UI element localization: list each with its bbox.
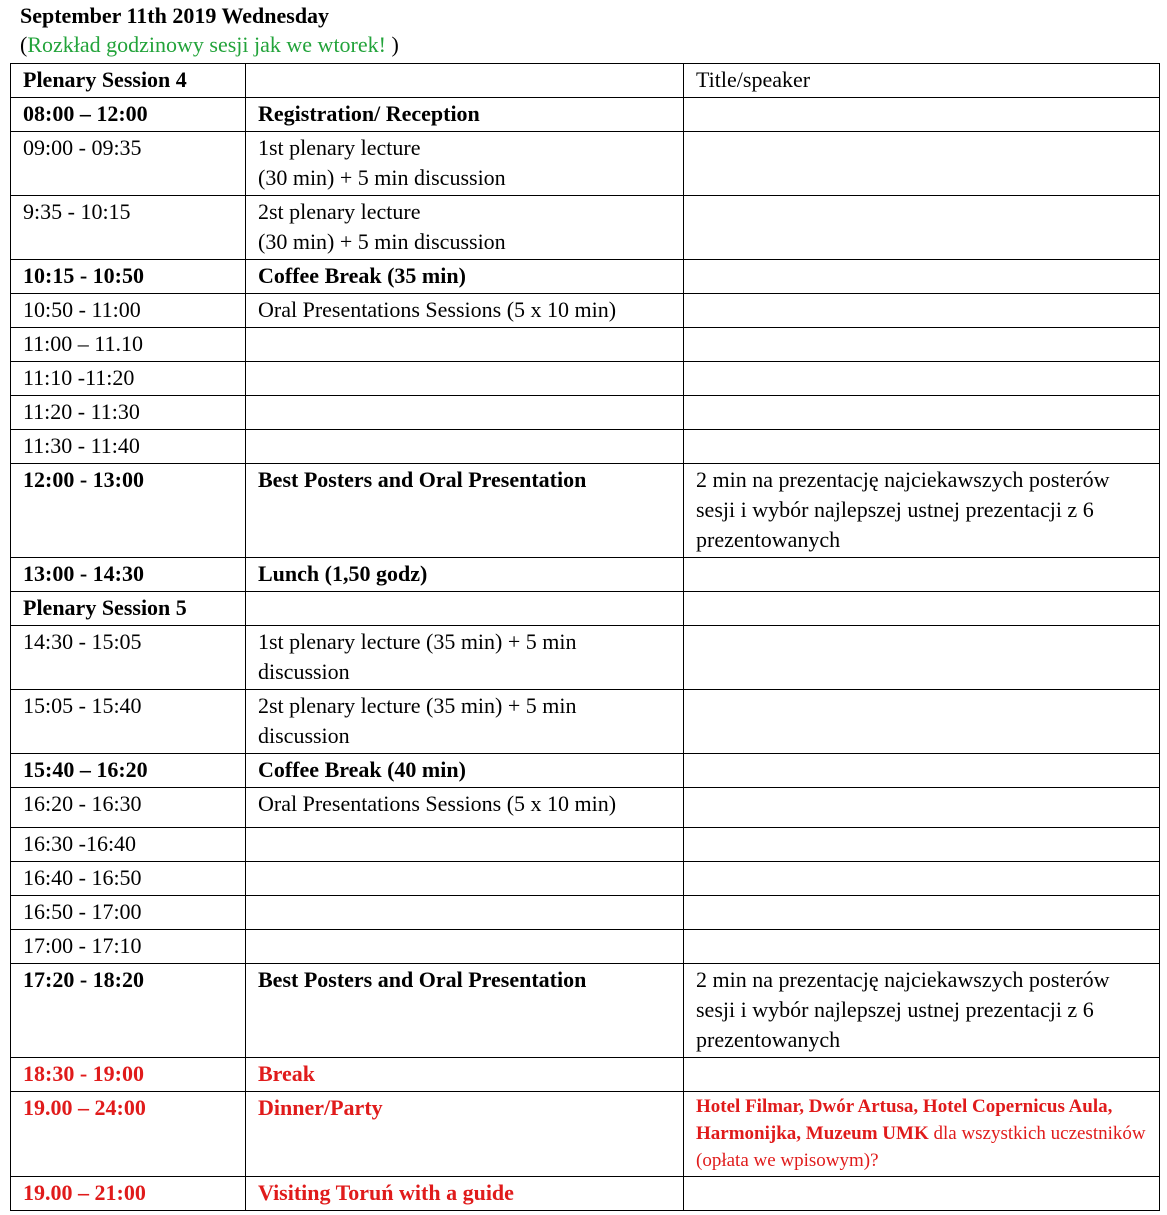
time-cell: 16:50 - 17:00 [11, 896, 246, 930]
event-cell: Oral Presentations Sessions (5 x 10 min) [246, 294, 684, 328]
note-cell [684, 196, 1160, 260]
time-cell: 11:10 -11:20 [11, 362, 246, 396]
time-cell: 19.00 – 21:00 [11, 1177, 246, 1211]
event-cell: Dinner/Party [246, 1092, 684, 1177]
time-cell: 15:40 – 16:20 [11, 754, 246, 788]
time-cell: 10:15 - 10:50 [11, 260, 246, 294]
table-row [11, 132, 1160, 196]
time-cell: 18:30 - 19:00 [11, 1058, 246, 1092]
event-cell: Coffee Break (40 min) [246, 754, 684, 788]
table-row [11, 328, 1160, 362]
note-cell [684, 260, 1160, 294]
event-cell [246, 64, 684, 98]
time-cell: 17:00 - 17:10 [11, 930, 246, 964]
event-cell: Visiting Toruń with a guide [246, 1177, 684, 1211]
note-cell [684, 1058, 1160, 1092]
note-cell [684, 430, 1160, 464]
note-cell [684, 828, 1160, 862]
event-cell [246, 828, 684, 862]
session-cell: Plenary Session 5 [11, 592, 246, 626]
schedule-note [20, 32, 399, 58]
event-cell: Best Posters and Oral Presentation [246, 964, 684, 1058]
note-cell [684, 592, 1160, 626]
dinner-note [696, 1093, 1147, 1174]
table-row [11, 260, 1160, 294]
note-cell [684, 930, 1160, 964]
table-row [11, 396, 1160, 430]
note-cell [684, 754, 1160, 788]
event-cell [246, 132, 684, 196]
schedule-table [10, 63, 1160, 1211]
time-cell: 11:00 – 11.10 [11, 328, 246, 362]
time-cell: 09:00 - 09:35 [11, 132, 246, 196]
time-cell: 19.00 – 24:00 [11, 1092, 246, 1177]
table-row [11, 964, 1160, 1058]
note-cell [684, 132, 1160, 196]
note-cell [684, 396, 1160, 430]
note-cell [684, 1177, 1160, 1211]
time-cell: 11:20 - 11:30 [11, 396, 246, 430]
page-title: September 11th 2019 Wednesday [20, 3, 330, 28]
time-cell: 15:05 - 15:40 [11, 690, 246, 754]
event-line: discussion [258, 659, 350, 684]
event-cell [246, 930, 684, 964]
time-cell: 12:00 - 13:00 [11, 464, 246, 558]
event-cell [246, 690, 684, 754]
event-line: (30 min) + 5 min discussion [258, 229, 506, 254]
event-cell [246, 196, 684, 260]
table-row [11, 896, 1160, 930]
table-row [11, 196, 1160, 260]
note-cell [684, 464, 1160, 558]
time-cell: 11:30 - 11:40 [11, 430, 246, 464]
session-cell: Plenary Session 4 [11, 64, 246, 98]
event-line: 2st plenary lecture [258, 199, 421, 224]
table-header-row [11, 64, 1160, 98]
table-row [11, 788, 1160, 828]
table-row [11, 754, 1160, 788]
table-row [11, 1092, 1160, 1177]
note-cell [684, 294, 1160, 328]
note-cell [684, 362, 1160, 396]
time-cell: 16:30 -16:40 [11, 828, 246, 862]
note-cell [684, 558, 1160, 592]
poster-note: 2 min na prezentację najciekawszych posterów sesji i wybór najlepszej ustnej prezentacji z 6 prezentowanych [696, 467, 1110, 552]
table-row [11, 430, 1160, 464]
note-open-paren: ( [20, 32, 28, 57]
event-cell: Coffee Break (35 min) [246, 260, 684, 294]
table-row [11, 930, 1160, 964]
time-cell: 17:20 - 18:20 [11, 964, 246, 1058]
event-cell [246, 396, 684, 430]
table-row [11, 362, 1160, 396]
event-line: 1st plenary lecture (35 min) + 5 min [258, 629, 577, 654]
event-cell: Registration/ Reception [246, 98, 684, 132]
title-speaker-header: Title/speaker [684, 64, 1160, 98]
time-cell: 08:00 – 12:00 [11, 98, 246, 132]
table-row [11, 98, 1160, 132]
note-cell [684, 964, 1160, 1058]
venue-list: Hotel Filmar, Dwór Artusa, Hotel Copernicus Aula, Harmonijka, Muzeum UMK [696, 1096, 1113, 1144]
table-row [11, 690, 1160, 754]
table-row [11, 1058, 1160, 1092]
time-cell: 13:00 - 14:30 [11, 558, 246, 592]
time-cell: 9:35 - 10:15 [11, 196, 246, 260]
table-row [11, 592, 1160, 626]
table-row [11, 294, 1160, 328]
table-row [11, 464, 1160, 558]
table-row [11, 828, 1160, 862]
time-cell: 16:40 - 16:50 [11, 862, 246, 896]
table-row [11, 862, 1160, 896]
event-line: discussion [258, 723, 350, 748]
venue-note: dla wszystkich uczestników (opłata we wpisowym)? [696, 1123, 1146, 1171]
event-cell [246, 328, 684, 362]
note-cell [684, 788, 1160, 828]
note-cell [684, 862, 1160, 896]
event-cell [246, 896, 684, 930]
note-cell [684, 896, 1160, 930]
event-line: (30 min) + 5 min discussion [258, 165, 506, 190]
table-row [11, 1177, 1160, 1211]
event-cell [246, 862, 684, 896]
note-text: Rozkład godzinowy sesji jak we wtorek! [27, 32, 392, 57]
note-cell [684, 1092, 1160, 1177]
event-cell [246, 362, 684, 396]
event-cell [246, 430, 684, 464]
note-cell [684, 98, 1160, 132]
poster-note: 2 min na prezentację najciekawszych posterów sesji i wybór najlepszej ustnej prezentacji z 6 prezentowanych [696, 967, 1110, 1052]
event-cell: Oral Presentations Sessions (5 x 10 min) [246, 788, 684, 828]
time-cell: 14:30 - 15:05 [11, 626, 246, 690]
note-cell [684, 626, 1160, 690]
event-line: 1st plenary lecture [258, 135, 421, 160]
note-close-paren: ) [391, 32, 399, 57]
event-line: 2st plenary lecture (35 min) + 5 min [258, 693, 577, 718]
note-cell [684, 690, 1160, 754]
time-cell: 10:50 - 11:00 [11, 294, 246, 328]
event-cell [246, 626, 684, 690]
event-cell: Lunch (1,50 godz) [246, 558, 684, 592]
table-row [11, 558, 1160, 592]
time-cell: 16:20 - 16:30 [11, 788, 246, 828]
note-cell [684, 328, 1160, 362]
event-cell: Best Posters and Oral Presentation [246, 464, 684, 558]
event-cell [246, 592, 684, 626]
event-cell: Break [246, 1058, 684, 1092]
table-row [11, 626, 1160, 690]
